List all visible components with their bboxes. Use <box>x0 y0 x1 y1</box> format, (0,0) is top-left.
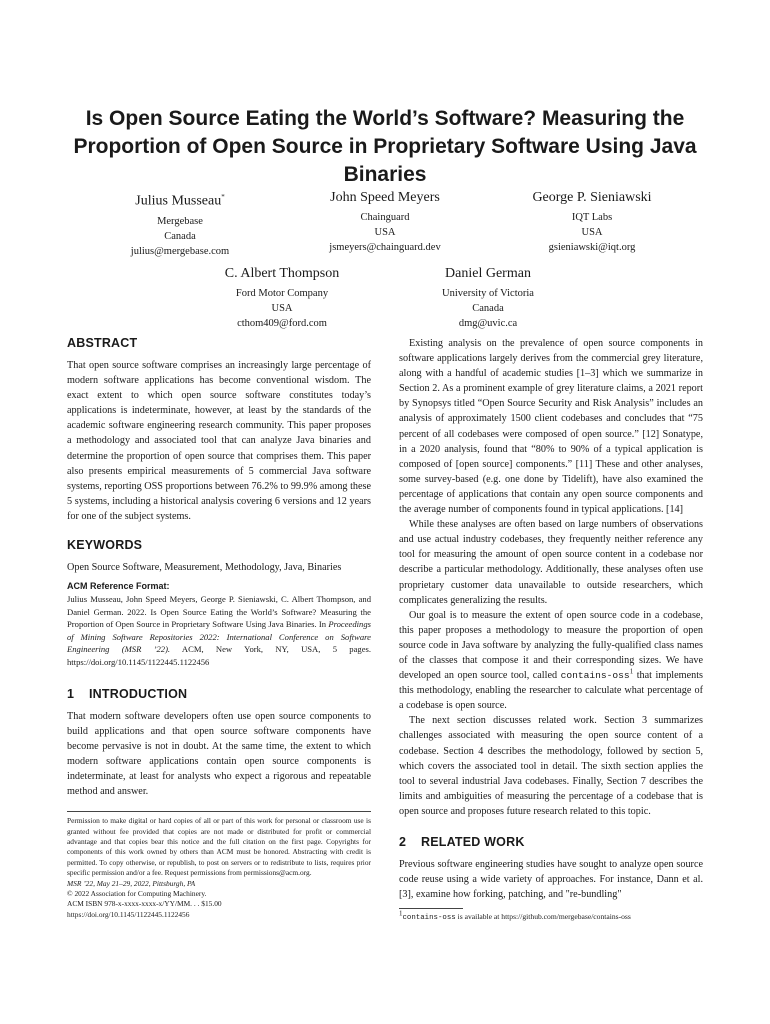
section-number: 2 <box>399 835 407 849</box>
author-mark: * <box>221 193 225 201</box>
footnote-divider <box>67 811 371 812</box>
paragraph: The next section discusses related work. Section 3 summarizes challenges associated with measuring the open source content of a codebase. Section 4 describes the methodology, followed by section 5, which covers the associated tool in detail. The sixth section applies the tool to several industrial Java codebases. Finally, Section 7 describes the limits and ambiguities of measuring the percentage of a codebase that is open source and proposes future research related to this topic. <box>399 715 703 817</box>
paragraph: Existing analysis on the prevalence of open source components in software applications largely derives from the commercial grey literature, along with a handful of academic studies [1–3] which we summarize in Section 2. As a prominent example of grey literature claims, a 2021 report by Synopsys titled “Open Source Security and Risk Analysis” includes an analysis of approximately 1500 client codebases and concludes that “75 percent of all codebases were composed of open source.” [12] Sonatype, in a 2020 analysis, found that “80% to 90% of a typical application is composed of [open source] components.” [11] These and other analyses, some survey-based (e.g. one done by Tidelift), have also examined the percentage of applications that contain any open source components and the average number of components found in typical applications. [14] <box>399 338 703 516</box>
tool-name: contains-oss <box>402 914 456 923</box>
paragraph: Previous software engineering studies have sought to analyze open source code reuse using a wide variety of approaches. For instance, Dann et al. [3], examine how forking, patching, and "re-bundling" <box>399 859 703 901</box>
author-affiliation: IQT Labs <box>571 212 613 223</box>
introduction-text: That modern software developers often use open source components to build applications and that open source software components have become pervasive is not in doubt. At the same time, the extent to which modern software applications contain open source components is indeterminate, at least for analysts who expect a rigorous and repeatable method and answer. <box>67 710 371 798</box>
paragraph: While these analyses are often based on large numbers of observations and use actual industry codebases, they frequently neither reference any tool for measuring the amount of open source content in a codebase nor describe a particular methodology. Additionally, these analyses often use proprietary customer data unavailable to outside researchers, which complicates generalizing the results. <box>399 519 703 606</box>
author-name: Julius Musseau <box>135 193 222 209</box>
paragraph <box>399 608 703 714</box>
author-country: Canada <box>472 303 504 314</box>
author-country: USA <box>374 227 396 238</box>
author-country: Canada <box>164 230 196 242</box>
author-email: julius@mergebase.com <box>130 245 230 257</box>
acm-reference-authors: Julius Musseau, John Speed Meyers, George P. Sieniawski, C. Albert Thompson, and Daniel German. 2022. Is Open Source Eating the World’s Software? Measuring the Proportion of Open Source in Proprietary Software Using Java Binaries. In <box>67 594 371 630</box>
isbn-line: ACM ISBN 978-x-xxxx-xxxx-x/YY/MM. . . $15.00 <box>67 899 222 909</box>
acm-reference-venue: Proceedings of Mining Software Repositories 2022: International Conference on Software Engineering (MSR ’22). <box>67 619 371 655</box>
footnote <box>399 909 703 923</box>
author-block <box>368 264 608 331</box>
author-country: USA <box>581 227 603 238</box>
author-affiliation: Ford Motor Company <box>235 288 329 299</box>
abstract-text: That open source software comprises an increasingly large percentage of modern software applications has become conventional wisdom. The exact extent to which open source software constitutes today’s applications is indeterminate, however, at least by the standards of the academic software engineering research community. This paper proposes a methodology and associated tool that can analyze Java binaries and determine the proportion of open source that comprises them. This paper also presents empirical measurements of 5 commercial Java software systems, reporting OSS proportions between 76.2% to 99.9% among these 5 systems, including a historical analysis covering 6 versions and 12 years for one of the subject systems. <box>67 360 371 522</box>
author-name: Daniel German <box>445 266 531 281</box>
author-block <box>472 188 712 255</box>
author-email: cthom409@ford.com <box>237 318 327 329</box>
author-block <box>162 264 402 331</box>
paper-title: Is Open Source Eating the World’s Software? Measuring the Proportion of Open Source in Proprietary Software Using Java Binaries <box>73 107 697 186</box>
section-number: 1 <box>67 686 75 701</box>
footnote-number: 1 <box>399 909 403 918</box>
author-name: John Speed Meyers <box>330 190 440 205</box>
author-name: C. Albert Thompson <box>224 266 340 281</box>
author-email: gsieniawski@iqt.org <box>548 242 636 253</box>
permission-text: Permission to make digital or hard copies of all or part of this work for personal or classroom use is granted without fee provided that copies are not made or distributed for profit or commercial advantage and that copies bear this notice and the full citation on the first page. Copyrights for components of this work owned by others than ACM must be honored. Abstracting with credit is permitted. To copy otherwise, or republish, to post on servers or to redistribute to lists, requires prior specific permission and/or a fee. Request permissions from permissions@acm.org. <box>67 816 371 878</box>
text-run: that implements this methodology, enabling the researcher to calculate what percentage of a codebase is open source. <box>399 670 703 712</box>
doi-line: https://doi.org/10.1145/1122445.1122456 <box>67 909 190 919</box>
acm-reference-text <box>67 593 371 669</box>
acm-reference-details: ACM, New York, NY, USA, 5 pages. https://doi.org/10.1145/1122445.1122456 <box>67 644 371 667</box>
author-block <box>265 188 505 255</box>
author-block <box>60 188 300 259</box>
acm-reference-heading: ACM Reference Format: <box>67 581 170 592</box>
text-run: Our goal is to measure the extent of open source code in a codebase, this paper proposes a methodology to measure the proportion of open source code in Java software by analyzing the fully-qualified class names of the classes that compose it and their corresponding sizes. We have developed an open source tool, called <box>399 609 703 682</box>
section-heading-related-work <box>399 835 703 849</box>
abstract-heading: ABSTRACT <box>67 336 138 350</box>
permission-notice <box>67 816 371 920</box>
keywords-text: Open Source Software, Measurement, Methodology, Java, Binaries <box>67 562 342 574</box>
author-email: dmg@uvic.ca <box>458 318 518 329</box>
section-title: INTRODUCTION <box>89 686 188 701</box>
section-heading-introduction <box>67 687 371 701</box>
footnote-text: is available at https://github.com/mergebase/contains-oss <box>455 912 631 922</box>
author-affiliation: Mergebase <box>157 215 203 227</box>
left-column <box>67 336 371 920</box>
keywords-heading: KEYWORDS <box>67 538 143 553</box>
right-column <box>399 336 703 923</box>
footnote-mark: 1 <box>629 667 634 676</box>
author-name: George P. Sieniawski <box>532 190 652 205</box>
footnote-divider <box>399 908 463 909</box>
author-email: jsmeyers@chainguard.dev <box>329 242 441 253</box>
copyright-notice: © 2022 Association for Computing Machinery. <box>67 889 207 898</box>
conference-info: MSR ’22, May 21–29, 2022, Pittsburgh, PA <box>67 878 196 888</box>
tool-name: contains-oss <box>560 670 630 682</box>
section-title: RELATED WORK <box>421 835 525 849</box>
author-affiliation: Chainguard <box>360 212 410 223</box>
author-country: USA <box>271 303 293 314</box>
author-affiliation: University of Victoria <box>442 288 534 299</box>
